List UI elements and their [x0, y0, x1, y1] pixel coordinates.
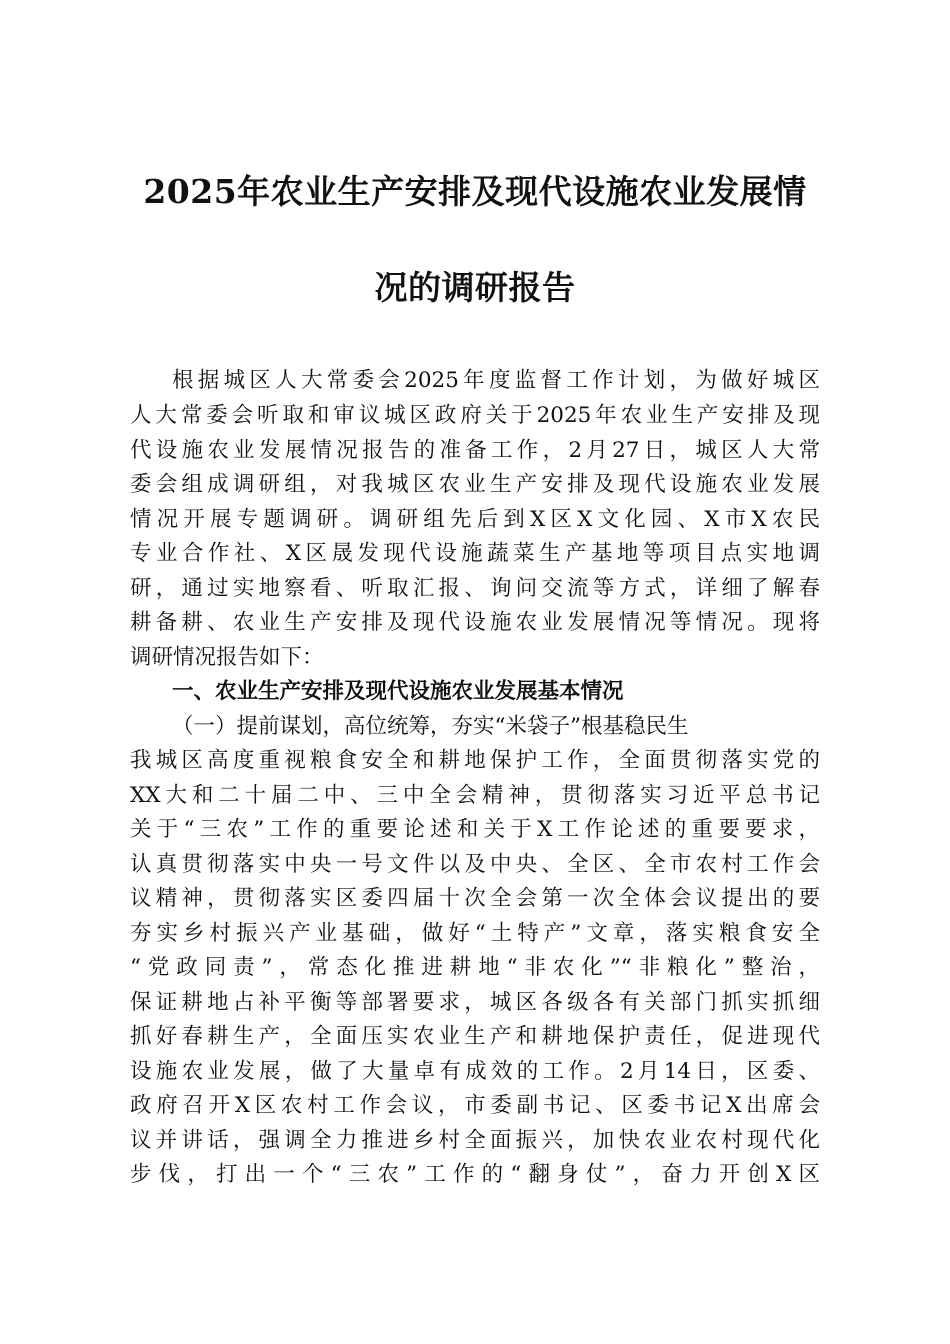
paragraph-line: 耕备耕、农业生产安排及现代设施农业发展情况等情况。现将	[130, 610, 820, 635]
paragraph-line: 委会组成调研组，对我城区农业生产安排及现代设施农业发展	[130, 472, 820, 497]
paragraph-line: 政府召开X区农村工作会议，市委副书记、区委书记X出席会	[130, 1093, 820, 1118]
paragraph-line: 议并讲话，强调全力推进乡村全面振兴，加快农业农村现代化	[130, 1128, 820, 1153]
paragraph-line: 专业合作社、X区晟发现代设施蔬菜生产基地等项目点实地调	[130, 541, 820, 566]
paragraph-line: 设施农业发展，做了大量卓有成效的工作。2月14日，区委、	[130, 1059, 820, 1084]
paragraph-line: 步伐，打出一个“三农”工作的“翻身仗”，奋力开创X区	[130, 1162, 820, 1187]
paragraph-line: 夯实乡村振兴产业基础，做好“土特产”文章，落实粮食安全	[130, 921, 820, 946]
paragraph-line: 情况开展专题调研。调研组先后到X区X文化园、X市X农民	[130, 507, 820, 532]
paragraph-line: 人大常委会听取和审议城区政府关于2025年农业生产安排及现	[130, 403, 820, 428]
paragraph-line: 我城区高度重视粮食安全和耕地保护工作，全面贯彻落实党的	[130, 748, 820, 773]
paragraph-line: 认真贯彻落实中央一号文件以及中央、全区、全市农村工作会	[130, 852, 820, 877]
subheading: （一）提前谋划，高位统筹，夯实“米袋子”根基稳民生	[172, 714, 689, 739]
paragraph-line: 根据城区人大常委会2025年度监督工作计划，为做好城区	[172, 368, 820, 393]
paragraph-line: 保证耕地占补平衡等部署要求，城区各级各有关部门抓实抓细	[130, 990, 820, 1015]
paragraph-line: “党政同责”，常态化推进耕地“非农化”“非粮化”整治，	[130, 955, 820, 980]
paragraph-line: 抓好春耕生产，全面压实农业生产和耕地保护责任，促进现代	[130, 1024, 820, 1049]
paragraph-line: 议精神，贯彻落实区委四届十次全会第一次全体会议提出的要	[130, 886, 820, 911]
paragraph-line: 研，通过实地察看、听取汇报、询问交流等方式，详细了解春	[130, 576, 820, 601]
document-title-line-1: 2025年农业生产安排及现代设施农业发展情	[143, 172, 807, 211]
paragraph-line: 关于“三农”工作的重要论述和关于X工作论述的重要要求，	[130, 817, 820, 842]
section-heading: 一、农业生产安排及现代设施农业发展基本情况	[172, 679, 624, 704]
paragraph-line: XX大和二十届二中、三中全会精神，贯彻落实习近平总书记	[130, 783, 820, 808]
document-title-line-2: 况的调研报告	[374, 268, 576, 307]
paragraph-line: 代设施农业发展情况报告的准备工作，2月27日，城区人大常	[130, 438, 820, 463]
paragraph-line: 调研情况报告如下：	[130, 645, 324, 670]
